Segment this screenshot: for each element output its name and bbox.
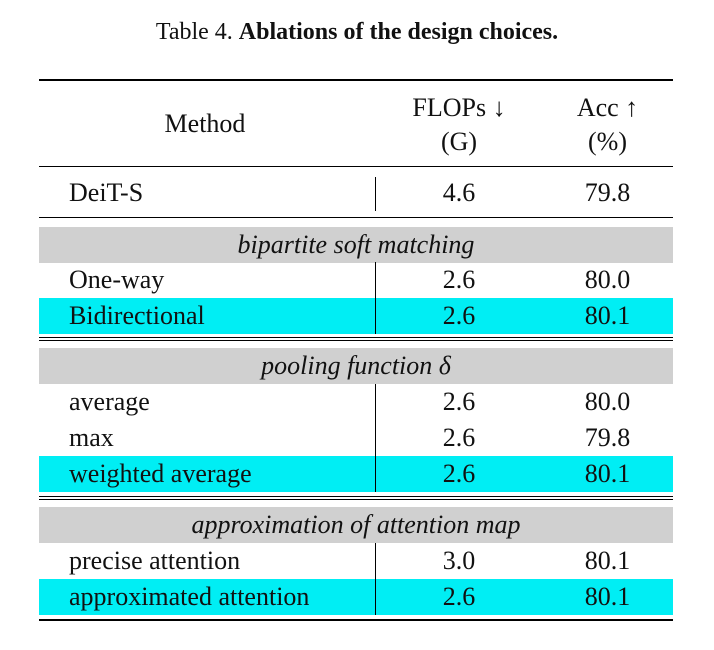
table-row — [39, 384, 673, 420]
column-divider — [375, 384, 376, 492]
row-flops: 2.6 — [442, 387, 476, 416]
row-method: One-way — [69, 265, 165, 294]
section-header — [39, 348, 673, 384]
row-flops: 2.6 — [442, 265, 476, 294]
row-acc: 80.0 — [584, 387, 631, 416]
table-row — [39, 262, 673, 298]
row-method: max — [69, 423, 114, 452]
baseline-row — [39, 175, 673, 211]
baseline-rule — [39, 217, 673, 218]
row-method: precise attention — [69, 546, 241, 575]
row-acc: 80.1 — [584, 301, 631, 330]
row-flops: 2.6 — [442, 301, 476, 330]
table-row-highlighted — [39, 456, 673, 492]
row-method: weighted average — [69, 459, 252, 488]
section-header — [39, 227, 673, 263]
row-flops: 2.6 — [442, 459, 476, 488]
column-divider — [375, 543, 376, 615]
baseline-method: DeiT-S — [69, 178, 144, 207]
section-title: approximation of attention map — [191, 510, 521, 539]
row-flops: 2.6 — [442, 582, 476, 611]
header-acc-line1: Acc ↑ — [576, 93, 639, 122]
header-flops-line1: FLOPs ↓ — [412, 93, 506, 122]
baseline-flops: 4.6 — [442, 178, 476, 207]
header-rule — [39, 166, 673, 167]
section-header — [39, 507, 673, 543]
table-row — [39, 543, 673, 579]
header-method: Method — [164, 109, 246, 138]
section-title: pooling function δ — [261, 351, 451, 380]
row-method: approximated attention — [69, 582, 310, 611]
table-row-highlighted — [39, 579, 673, 615]
column-divider — [375, 262, 376, 334]
bottom-rule — [39, 619, 673, 621]
baseline-acc: 79.8 — [584, 178, 631, 207]
section-rule — [39, 337, 673, 338]
row-flops: 2.6 — [442, 423, 476, 452]
row-acc: 80.1 — [584, 459, 631, 488]
section-rule — [39, 499, 673, 500]
row-flops: 3.0 — [442, 546, 476, 575]
table-row — [39, 420, 673, 456]
top-rule — [39, 79, 673, 81]
row-acc: 79.8 — [584, 423, 631, 452]
caption-label: Table 4. — [155, 19, 233, 45]
table-row-highlighted — [39, 298, 673, 334]
row-method: average — [69, 387, 150, 416]
row-acc: 80.1 — [584, 546, 631, 575]
table-caption — [0, 17, 714, 47]
row-acc: 80.1 — [584, 582, 631, 611]
row-acc: 80.0 — [584, 265, 631, 294]
row-method: Bidirectional — [69, 301, 205, 330]
column-divider — [375, 177, 376, 211]
section-rule — [39, 496, 673, 497]
header-acc-line2: (%) — [588, 127, 627, 156]
section-rule — [39, 340, 673, 341]
section-title: bipartite soft matching — [237, 230, 475, 259]
caption-title: Ablations of the design choices. — [238, 19, 559, 45]
header-flops-line2: (G) — [440, 127, 478, 156]
